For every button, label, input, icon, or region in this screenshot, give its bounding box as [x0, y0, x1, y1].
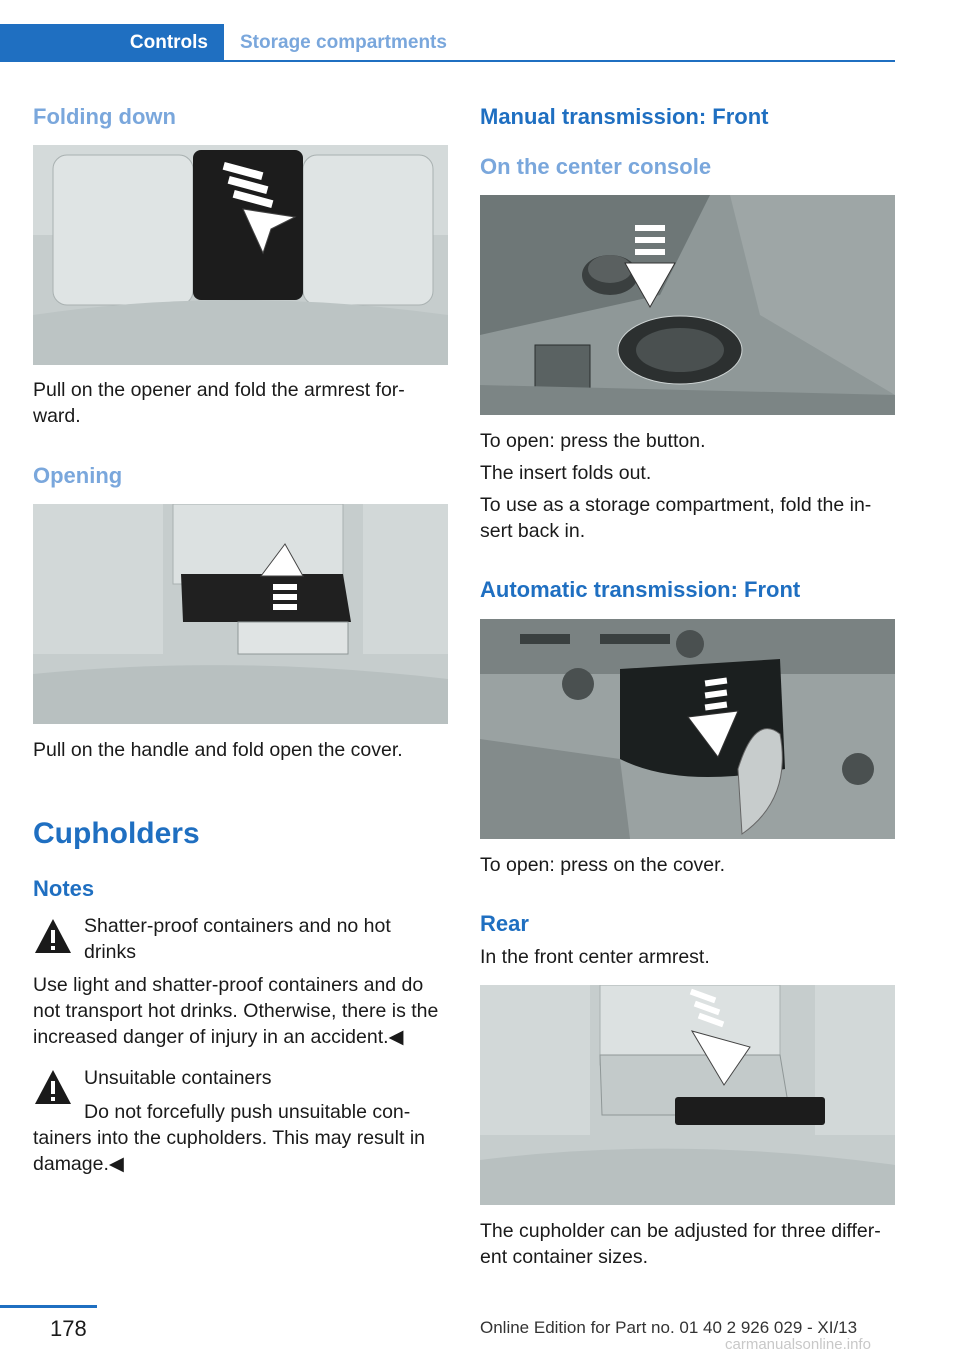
edition-info: Online Edition for Part no. 01 40 2 926 029 - XI/13 — [480, 1318, 858, 1337]
opening-text: Pull on the handle and fold open the cover. — [33, 739, 403, 761]
rear-heading: Rear — [480, 911, 529, 936]
automatic-console-image — [480, 619, 895, 839]
rear-text-line1: In the front center armrest. — [480, 946, 710, 968]
center-console-heading: On the center console — [480, 154, 712, 179]
folding-down-heading: Folding down — [33, 104, 176, 129]
warning2-text-first: Do not forcefully push unsuitable con- — [84, 1101, 411, 1123]
warning2-title: Unsuitable containers — [84, 1067, 272, 1089]
cupholders-heading: Cupholders — [33, 817, 200, 850]
warning1-title: Shatter-proof containers and no hot drinks — [84, 915, 391, 963]
manual-text-line2: The insert folds out. — [480, 462, 652, 484]
automatic-transmission-heading: Automatic transmission: Front — [480, 577, 801, 602]
rear-text: The cupholder can be adjusted for three differ-ent container sizes. — [480, 1220, 881, 1268]
warning1-text: Use light and shatter-proof containers and do not transport hot drinks. Otherwise, there is the increased danger of injury in an accident.◀ — [33, 974, 439, 1048]
header-section-tab — [0, 24, 224, 62]
automatic-text: To open: press on the cover. — [480, 854, 725, 876]
notes-heading: Notes — [33, 876, 95, 901]
watermark: carmanualsonline.info — [725, 1336, 871, 1353]
manual-transmission-heading: Manual transmission: Front — [480, 104, 769, 129]
center-console-image — [480, 195, 895, 415]
manual-text-line1: To open: press the button. — [480, 430, 706, 452]
header-chapter-tab — [224, 24, 895, 62]
warning-triangle-icon — [33, 917, 73, 955]
warning2-text-rest: tainers into the cupholders. This may result in damage.◀ — [33, 1127, 425, 1175]
manual-text-line3: To use as a storage compartment, fold the in-sert back in. — [480, 494, 872, 542]
header-chapter-label: Storage compartments — [240, 32, 447, 53]
rear-armrest-cupholder-image — [480, 985, 895, 1205]
header-section-label: Controls — [129, 32, 208, 53]
header-rule — [0, 60, 895, 62]
page-number-rule — [0, 1305, 97, 1308]
folding-down-text: Pull on the opener and fold the armrest for-ward. — [33, 379, 405, 427]
armrest-opening-image — [33, 504, 448, 724]
warning-triangle-icon — [33, 1068, 73, 1106]
page-number: 178 — [50, 1316, 87, 1341]
opening-heading: Opening — [33, 463, 123, 488]
armrest-fold-down-image — [33, 145, 448, 365]
